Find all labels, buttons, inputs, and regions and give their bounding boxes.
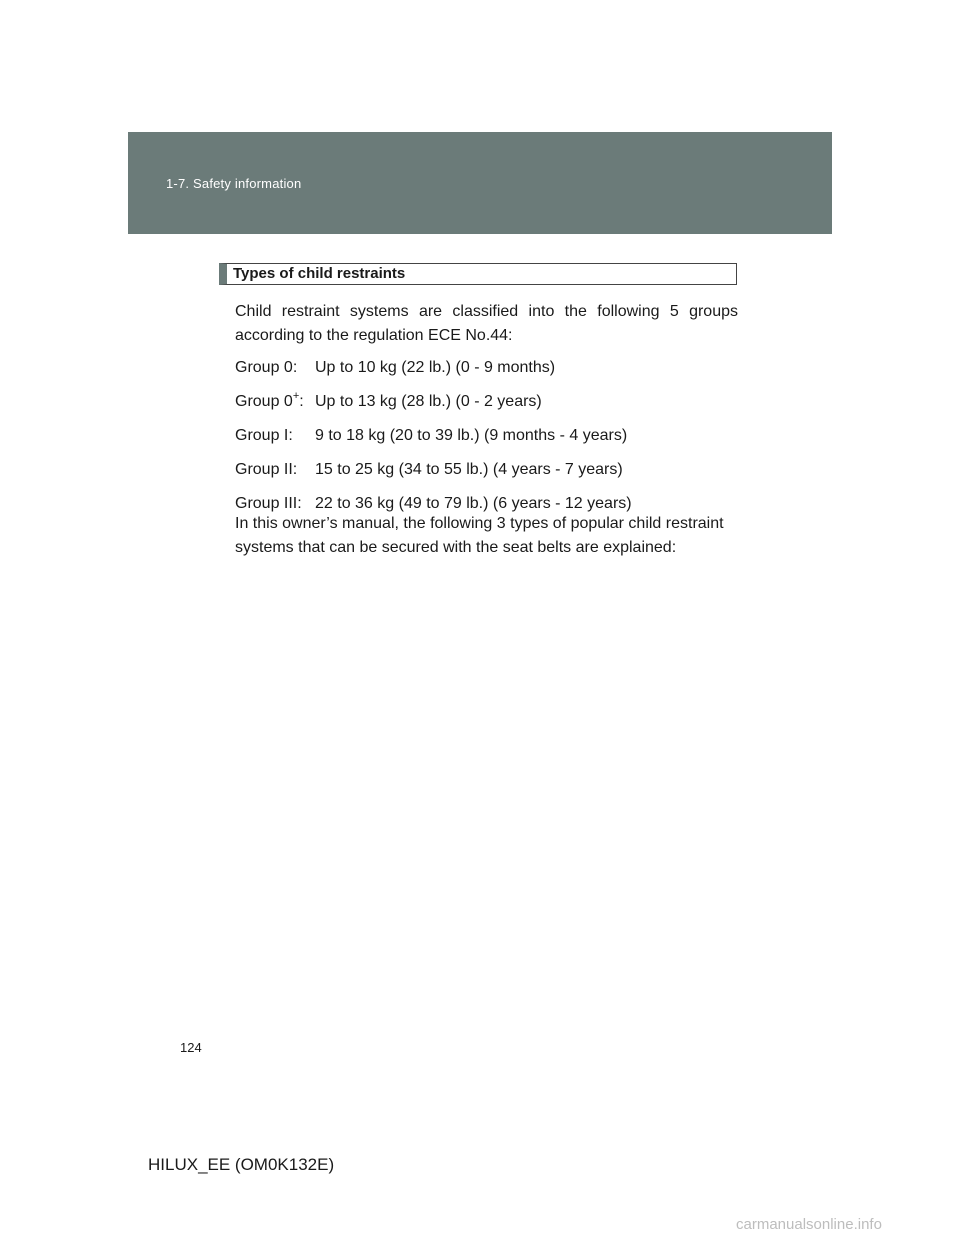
intro-paragraph: Child restraint systems are classified into the following 5 groups according to the regulation ECE No.44: bbox=[235, 303, 738, 344]
section-title: Types of child restraints bbox=[219, 263, 737, 285]
group-list bbox=[235, 356, 738, 526]
group-description: Up to 10 kg (22 lb.) (0 - 9 months) bbox=[315, 359, 556, 376]
header-band bbox=[128, 132, 832, 234]
group-description: 9 to 18 kg (20 to 39 lb.) (9 months - 4 years) bbox=[315, 427, 628, 444]
group-description: 15 to 25 kg (34 to 55 lb.) (4 years - 7 years) bbox=[315, 461, 623, 478]
group-label: Group III: bbox=[235, 495, 302, 512]
group-row bbox=[235, 458, 738, 482]
group-description: Up to 13 kg (28 lb.) (0 - 2 years) bbox=[315, 393, 542, 410]
group-label: Group 0+: bbox=[235, 389, 304, 410]
manual-code: HILUX_EE (OM0K132E) bbox=[148, 1155, 335, 1174]
page-number: 124 bbox=[180, 1040, 202, 1055]
group-row bbox=[235, 424, 738, 448]
section-label: 1-7. Safety information bbox=[166, 176, 302, 191]
group-label: Group I: bbox=[235, 427, 293, 444]
group-row bbox=[235, 390, 738, 414]
watermark: carmanualsonline.info bbox=[736, 1216, 882, 1233]
group-row bbox=[235, 356, 738, 380]
group-label: Group 0: bbox=[235, 359, 298, 376]
group-label: Group II: bbox=[235, 461, 298, 478]
group-description: 22 to 36 kg (49 to 79 lb.) (6 years - 12 years) bbox=[315, 495, 632, 512]
closing-paragraph: In this owner’s manual, the following 3 types of popular child restraint systems that can be secured with the seat belts are explained: bbox=[235, 515, 724, 556]
